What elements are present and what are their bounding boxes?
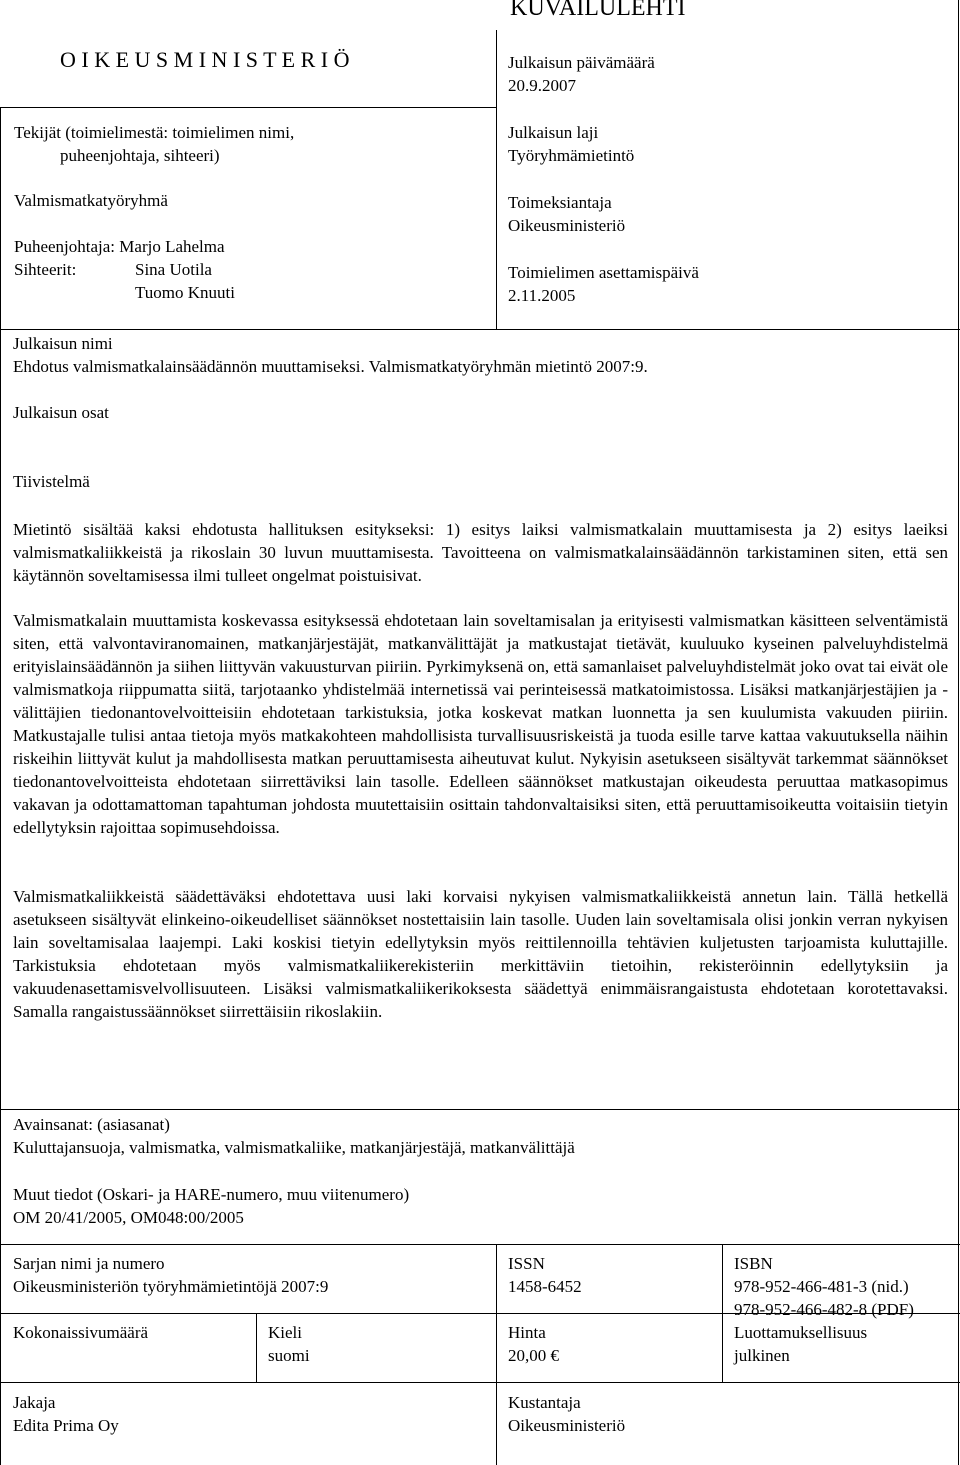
issn-value: 1458-6452 [508,1277,582,1296]
confidentiality-label: Luottamuksellisuus [734,1323,868,1342]
keywords-value: Kuluttajansuoja, valmismatka, valmismatkaliike, matkanjärjestäjä, matkanvälittäjä [13,1138,575,1157]
total-pages-label: Kokonaissivumäärä [13,1323,149,1342]
issn-label: ISSN [508,1254,545,1273]
rule-above-series [0,1244,960,1245]
vertical-rule-1 [496,1244,497,1465]
series-value: Oikeusministeriön työryhmämietintöjä 2007:9 [13,1277,329,1296]
other-info-value: OM 20/41/2005, OM048:00/2005 [13,1208,244,1227]
publication-name-label: Julkaisun nimi [13,334,113,353]
right-frame-rule [958,0,959,1465]
secretaries-label: Sihteerit: [14,260,77,279]
rule-above-keywords [0,1109,960,1110]
appointment-date-label: Toimielimen asettamispäivä [508,263,699,282]
isbn-value-pdf: 978-952-466-482-8 (PDF) [734,1300,914,1319]
chairperson: Puheenjohtaja: Marjo Lahelma [14,237,225,256]
publisher-label: Kustantaja [508,1393,581,1412]
publisher-value: Oikeusministeriö [508,1416,626,1435]
isbn-value-print: 978-952-466-481-3 (nid.) [734,1277,909,1296]
ministry-title: O I K E U S M I N I S T E R I Ö [60,47,350,72]
keywords-label: Avainsanat: (asiasanat) [13,1115,170,1134]
abstract-label: Tiivistelmä [13,472,90,491]
document-type-title: KUVAILULEHTI [510,0,686,21]
working-group-name: Valmismatkatyöryhmä [14,191,168,210]
publication-date-label: Julkaisun päivämäärä [508,53,655,72]
publication-parts-label: Julkaisun osat [13,403,109,422]
publication-date-value: 20.9.2007 [508,76,576,95]
commissioner-label: Toimeksiantaja [508,193,612,212]
rule-above-title [0,329,960,330]
language-label: Kieli [268,1323,302,1342]
left-frame-rule [0,107,1,1465]
appointment-date-value: 2.11.2005 [508,286,576,305]
commissioner-value: Oikeusministeriö [508,216,626,235]
publication-type-label: Julkaisun laji [508,123,599,142]
vertical-rule-3 [256,1313,257,1383]
abstract-paragraph-1: Mietintö sisältää kaksi ehdotusta hallituksen esitykseksi: 1) esitys laiksi valmismatkalain muuttamisesta ja 2) esitys laeiksi valmismatkaliikkeistä ja rikoslain 30 luvun muuttamisesta. Tavoitteena on valmismatkalainsäädännön tarkistaminen siten, että sen käytännön soveltamisessa ilmi tulleet ongelmat poistuisivat. [13,520,948,585]
distributor-label: Jakaja [13,1393,56,1412]
language-value: suomi [268,1346,310,1365]
confidentiality-value: julkinen [734,1346,790,1365]
secretary-2: Tuomo Knuuti [135,283,235,302]
price-label: Hinta [508,1323,546,1342]
authors-label-line2: puheenjohtaja, sihteeri) [60,146,220,165]
top-rule-left [0,107,496,108]
abstract-paragraph-2: Valmismatkalain muuttamista koskevassa esityksessä ehdotetaan lain soveltamisalan ja erityisesti valmismatkan käsitteen selventämistä siten, että valvontaviranomainen, matkanjärjestäjät, matkanvälittäjät ja matkustajat tietävät, kuuluuko kyseinen palveluyhdistelmä erityislainsäädännön ja siihen liittyvän vakuusturvan piiriin. Pyrkimyksenä on, että samanlaiset palveluyhdistelmät joko ovat tai eivät ole valmismatkoja riippumatta siitä, tarjotaanko yhdistelmää internetissä vai perinteisessä matkatoimistossa. Lisäksi matkanjärjestäjien ja -välittäjien tiedonantovelvoitteisiin ehdotetaan tarkistuksia, jotka koskevat matkan luonnetta ja sen kuulumista vakuuden piiriin. Matkustajalle tulisi antaa tietoja myös matkakohteen mahdollisista turvallisuusriskeistä ja tuoda esille tarve kattaa vakuutuksella näihin riskeihin liittyvät kulut ja mahdollisesta matkan peruuttamisesta aiheutuvat kulut. Nykyisin asetukseen sisältyvät tarkemmat säännökset tiedonantovelvoitteista ehdotetaan siirrettäviksi lain tasolle. Edelleen säännökset matkustajan oikeudesta peruuttaa matkasopimus vakavan ja odottamattoman tapahtuman johdosta muutettaisiin osittain tahdonvaltaisiksi siten, että peruuttamisoikeutta voitaisiin tietyin edellytyksin rajoittaa sopimusehdoissa. [13,611,948,837]
other-info-label: Muut tiedot (Oskari- ja HARE-numero, muu viitenumero) [13,1185,410,1204]
middle-vertical-rule [496,30,497,330]
authors-label-line1: Tekijät (toimielimestä: toimielimen nimi, [14,123,295,142]
secretary-1: Sina Uotila [135,260,212,279]
price-value: 20,00 € [508,1346,559,1365]
publication-name-value: Ehdotus valmismatkalainsäädännön muuttamiseksi. Valmismatkatyöryhmän mietintö 2007:9. [13,357,648,376]
distributor-value: Edita Prima Oy [13,1416,119,1435]
publication-type-value: Työryhmämietintö [508,146,635,165]
rule-above-distributor [0,1382,960,1383]
vertical-rule-2 [722,1244,723,1383]
abstract-paragraph-3: Valmismatkaliikkeistä säädettäväksi ehdotettava uusi laki korvaisi nykyisen valmismatkaliikkeistä annetun lain. Tällä hetkellä asetukseen sisältyvät elinkeino-oikeudelliset säännökset nostettaisiin lain tasolle. Uuden lain soveltamisala olisi jonkin verran nykyisen lain soveltamisalaa laajempi. Laki koskisi tietyin edellytyksin myös reittilennoilla tehtävien kuljetusten tarjoamista kuluttajille. Tarkistuksia ehdotetaan myös valmismatkaliikerekisteriin merkittäviin tietoihin, rekisteröinnin edellytyksiin ja vakuudenasettamisvelvollisuuteen. Lisäksi valmismatkaliikerikoksesta säädettyä enimmäisrangaistusta ehdotetaan korotettavaksi. Samalla rangaistussäännökset siirrettäisiin rikoslakiin. [13,887,948,1021]
isbn-label: ISBN [734,1254,773,1273]
series-label: Sarjan nimi ja numero [13,1254,165,1273]
